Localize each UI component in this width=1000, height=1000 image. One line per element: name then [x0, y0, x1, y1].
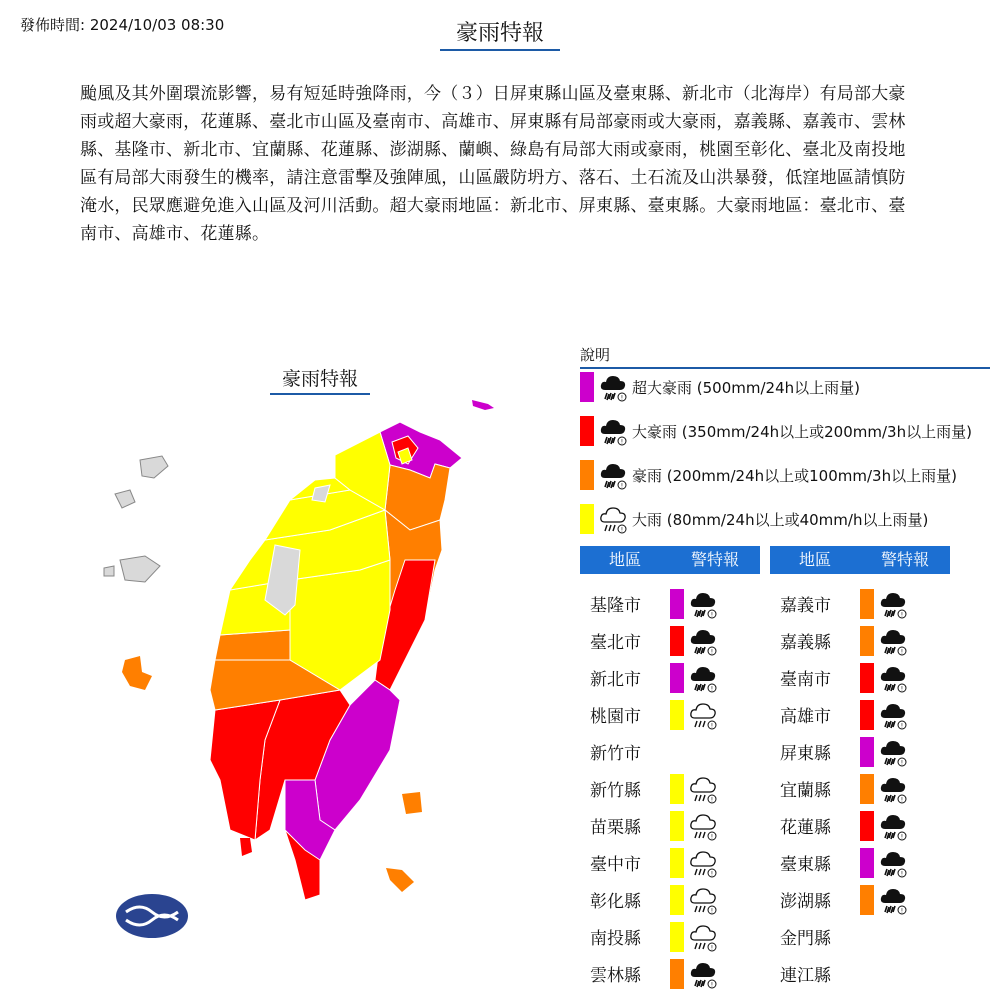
svg-text:!: ! [710, 944, 714, 951]
table-row [580, 881, 718, 918]
svg-text:!: ! [710, 833, 714, 840]
heavy-rain-warning-icon [878, 811, 908, 841]
table-row [770, 770, 908, 807]
region-name: 嘉義縣 [780, 633, 831, 653]
region-name: 嘉義市 [780, 596, 831, 616]
island-matsu-3 [104, 566, 114, 576]
svg-text:!: ! [710, 870, 714, 877]
region-name: 雲林縣 [590, 966, 641, 986]
region-name: 臺中市 [590, 855, 641, 875]
region-name: 金門縣 [780, 929, 831, 949]
svg-text:!: ! [900, 796, 904, 803]
region-name: 新北市 [590, 670, 641, 690]
svg-text:!: ! [710, 648, 714, 655]
region-name: 基隆市 [590, 596, 641, 616]
table-row [770, 844, 908, 881]
island-orchid [386, 868, 414, 892]
rain-warning-icon [598, 504, 628, 534]
svg-text:!: ! [620, 438, 624, 446]
svg-text:!: ! [900, 685, 904, 692]
col-region: 地區 [798, 550, 831, 569]
warning-level-swatch [860, 663, 874, 693]
table-row [770, 881, 908, 918]
svg-text:!: ! [620, 526, 624, 534]
region-name: 臺北市 [590, 633, 641, 653]
warning-level-swatch [860, 885, 874, 915]
region-name: 新竹縣 [590, 781, 641, 801]
table-header-left [580, 546, 760, 574]
svg-text:!: ! [710, 611, 714, 618]
table-row [580, 918, 718, 955]
map-title: 豪雨特報 [270, 364, 370, 395]
col-warning: 警特報 [690, 550, 739, 569]
legend-label: 大豪雨 (350mm/24h以上或200mm/3h以上雨量) [632, 422, 972, 441]
region-name: 宜蘭縣 [780, 781, 831, 801]
table-row [770, 918, 860, 955]
table-row [770, 585, 908, 622]
heavy-rain-warning-icon [878, 848, 908, 878]
table-row [580, 585, 718, 622]
warning-level-swatch [670, 589, 684, 619]
warning-level-swatch [670, 626, 684, 656]
svg-text:!: ! [620, 394, 624, 402]
warning-level-swatch [670, 774, 684, 804]
legend-item-extremely_heavy [580, 416, 972, 446]
table-row [580, 955, 718, 992]
rain-warning-icon [688, 811, 718, 841]
svg-text:!: ! [900, 759, 904, 766]
legend-title: 說明 [580, 344, 990, 369]
svg-text:!: ! [710, 796, 714, 803]
cwa-logo [116, 894, 188, 938]
table-row [580, 733, 670, 770]
table-row [580, 622, 718, 659]
heavy-rain-warning-icon [688, 626, 718, 656]
legend-swatch [580, 460, 594, 490]
svg-text:!: ! [900, 907, 904, 914]
legend-label: 超大豪雨 (500mm/24h以上雨量) [632, 378, 860, 397]
warning-level-swatch [860, 626, 874, 656]
table-row [770, 622, 908, 659]
rain-warning-icon [688, 700, 718, 730]
region-name: 南投縣 [590, 929, 641, 949]
island-penghu [122, 656, 152, 690]
legend-item-torrential [580, 460, 957, 490]
region-name: 花蓮縣 [780, 818, 831, 838]
table-row [580, 696, 718, 733]
island-matsu-1 [115, 490, 135, 508]
region-name: 臺東縣 [780, 855, 831, 875]
legend-item-super_torrential [580, 372, 860, 402]
svg-text:!: ! [710, 981, 714, 988]
heavy-rain-warning-icon [878, 700, 908, 730]
heavy-rain-warning-icon [688, 663, 718, 693]
region-name: 新竹市 [590, 744, 641, 764]
rain-warning-icon [688, 848, 718, 878]
warning-level-swatch [860, 811, 874, 841]
rain-warning-icon [688, 922, 718, 952]
table-row [770, 733, 908, 770]
heavy-rain-warning-icon [878, 663, 908, 693]
svg-text:!: ! [900, 722, 904, 729]
warning-level-swatch [860, 848, 874, 878]
warning-level-swatch [670, 885, 684, 915]
rain-warning-icon [688, 885, 718, 915]
warning-level-swatch [670, 848, 684, 878]
warning-level-swatch [860, 774, 874, 804]
island-kinmen [140, 456, 168, 478]
heavy-rain-warning-icon [878, 626, 908, 656]
legend-swatch [580, 504, 594, 534]
svg-text:!: ! [900, 870, 904, 877]
svg-text:!: ! [900, 611, 904, 618]
svg-text:!: ! [900, 648, 904, 655]
warning-level-swatch [670, 811, 684, 841]
island-guishan [472, 400, 494, 410]
bulletin-text: 颱風及其外圍環流影響，易有短延時強降雨，今（３）日屏東縣山區及臺東縣、新北市（北海岸）有局部大豪雨或超大豪雨，花蓮縣、臺北市山區及臺南市、高雄市、屏東縣有局部豪雨或大豪雨，嘉義縣、嘉義市、雲林縣、基隆市、新北市、宜蘭縣、花蓮縣、澎湖縣、蘭嶼、綠島有局部大雨或豪雨，桃園至彰化、臺北及南投地區有局部大雨發生的機率，請注意雷擊及強陣風，山區嚴防坍方、落石、土石流及山洪暴發，低窪地區請慎防淹水，民眾應避免進入山區及河川活動。超大豪雨地區：新北市、屏東縣、臺東縣。大豪雨地區：臺北市、臺南市、高雄市、花蓮縣。 [80, 84, 906, 244]
region-name: 苗栗縣 [590, 818, 641, 838]
heavy-rain-warning-icon [878, 589, 908, 619]
warning-level-swatch [670, 959, 684, 989]
heavy-rain-warning-icon [688, 589, 718, 619]
col-warning: 警特報 [880, 550, 929, 569]
col-region: 地區 [608, 550, 641, 569]
region-name: 彰化縣 [590, 892, 641, 912]
heavy-rain-warning-icon [598, 372, 628, 402]
svg-text:!: ! [710, 907, 714, 914]
table-row [770, 807, 908, 844]
warning-level-swatch [860, 589, 874, 619]
rain-warning-icon [688, 774, 718, 804]
island-xiaoliuqiu [240, 838, 252, 856]
heavy-rain-warning-icon [598, 460, 628, 490]
heavy-rain-warning-icon [598, 416, 628, 446]
table-header-right [770, 546, 950, 574]
table-row [770, 955, 860, 992]
heavy-rain-warning-icon [878, 774, 908, 804]
svg-text:!: ! [620, 482, 624, 490]
region-name: 連江縣 [780, 966, 831, 986]
svg-text:!: ! [710, 685, 714, 692]
warning-level-swatch [860, 737, 874, 767]
page-title: 豪雨特報 [440, 16, 560, 51]
taiwan-warning-map [90, 360, 530, 960]
region-name: 桃園市 [590, 707, 641, 727]
svg-text:!: ! [710, 722, 714, 729]
legend-item-heavy [580, 504, 928, 534]
region-name: 澎湖縣 [780, 892, 831, 912]
warning-level-swatch [670, 663, 684, 693]
warning-level-swatch [670, 700, 684, 730]
issue-time: 發佈時間: 2024/10/03 08:30 [20, 16, 225, 34]
legend-swatch [580, 372, 594, 402]
table-row [580, 659, 718, 696]
region-name: 臺南市 [780, 670, 831, 690]
heavy-rain-warning-icon [878, 737, 908, 767]
island-matsu-2 [120, 556, 160, 582]
legend-label: 大雨 (80mm/24h以上或40mm/h以上雨量) [632, 510, 929, 529]
legend-swatch [580, 416, 594, 446]
table-row [580, 807, 718, 844]
region-name: 高雄市 [780, 707, 831, 727]
table-row [770, 659, 908, 696]
warning-level-swatch [860, 700, 874, 730]
island-green [402, 792, 422, 814]
table-row [580, 844, 718, 881]
table-row [770, 696, 908, 733]
legend-label: 豪雨 (200mm/24h以上或100mm/3h以上雨量) [632, 466, 957, 485]
heavy-rain-warning-icon [688, 959, 718, 989]
heavy-rain-warning-icon [878, 885, 908, 915]
warning-level-swatch [670, 922, 684, 952]
svg-text:!: ! [900, 833, 904, 840]
table-row [580, 770, 718, 807]
region-name: 屏東縣 [780, 744, 831, 764]
